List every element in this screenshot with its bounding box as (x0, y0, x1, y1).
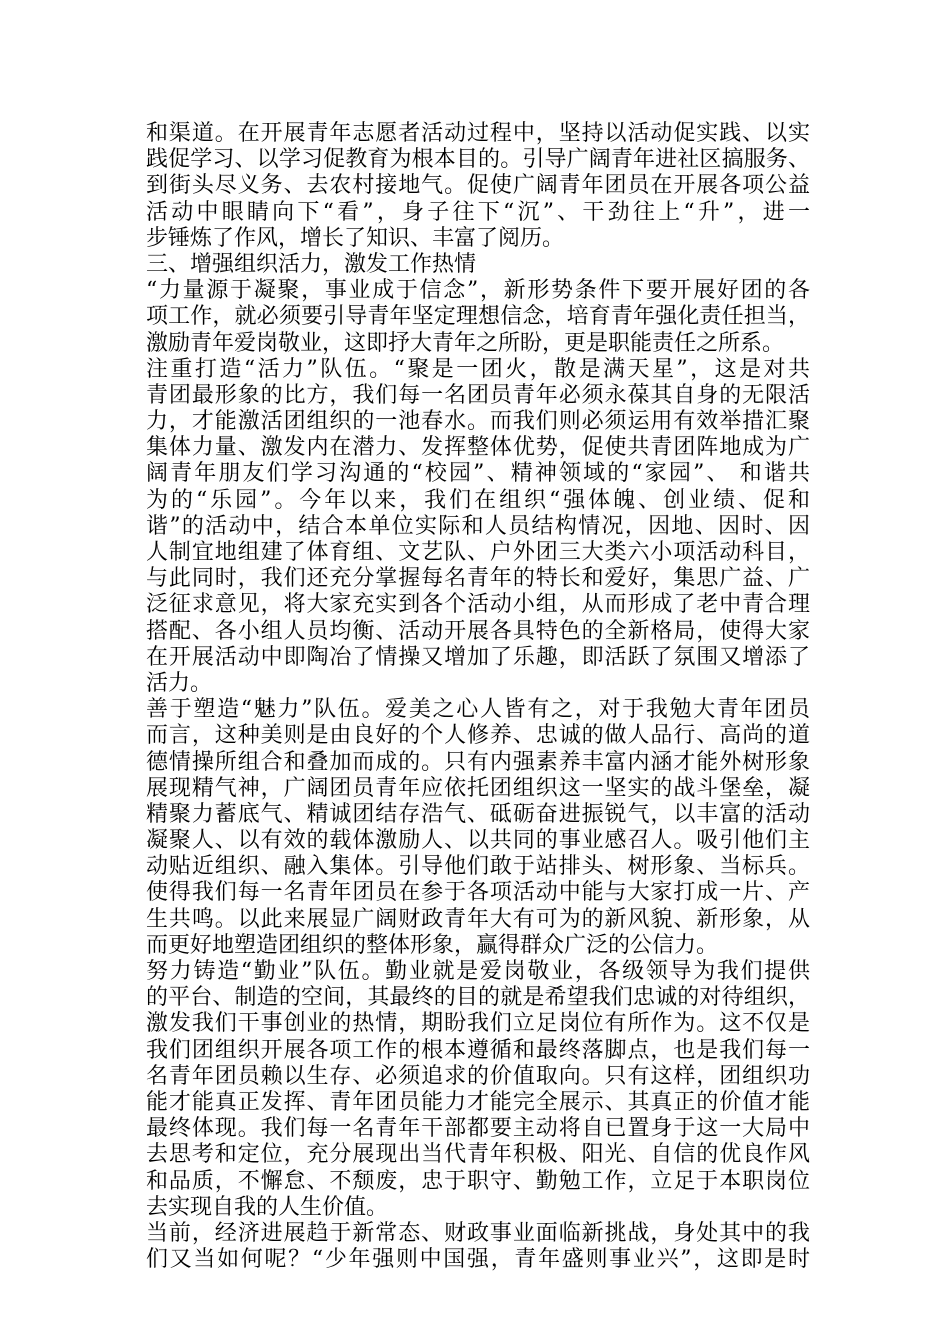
text-line: 活力。 (146, 670, 213, 696)
text-line: 最终体现。我们每一名青年干部都要主动将自已置身于这一大局中 (146, 1116, 810, 1142)
text-line: 们又当如何呢？“少年强则中国强，青年盛则事业兴”，这即是时 (146, 1247, 810, 1273)
text-line: 谐”的活动中，结合本单位实际和人员结构情况，因地、因时、因 (146, 513, 810, 539)
text-line: 在开展活动中即陶冶了情操又增加了乐趣，即活跃了氛围又增添了 (146, 644, 810, 670)
text-line: 激发我们干事创业的热情，期盼我们立足岗位有所作为。这不仅是 (146, 1011, 810, 1037)
text-line: 泛征求意见，将大家充实到各个活动小组，从而形成了老中青合理 (146, 592, 810, 618)
text-line: 的平台、制造的空间，其最终的目的就是希望我们忠诚的对待组织， (146, 985, 810, 1011)
text-line: 去思考和定位，充分展现出当代青年积极、阳光、自信的优良作风 (146, 1142, 810, 1168)
text-line: 和品质，不懈怠、不颓废，忠于职守、勤勉工作，立足于本职岗位 (146, 1168, 810, 1194)
text-line: 与此同时，我们还充分掌握每名青年的特长和爱好，集思广益、广 (146, 566, 810, 592)
text-line: 青团最形象的比方，我们每一名团员青年必须永葆其自身的无限活 (146, 382, 810, 408)
text-line: 动贴近组织、融入集体。引导他们敢于站排头、树形象、当标兵。 (146, 854, 810, 880)
text-line: 三、增强组织活力，激发工作热情 (146, 251, 477, 277)
text-line: 项工作，就必须要引导青年坚定理想信念，培育青年强化责任担当， (146, 304, 810, 330)
text-line: 精聚力蓄底气、精诚团结存浩气、砥砺奋进振锐气，以丰富的活动 (146, 801, 810, 827)
text-line: 能才能真正发挥、青年团员能力才能完全展示、其真正的价值才能 (146, 1089, 810, 1115)
text-line: 努力铸造“勤业”队伍。勤业就是爱岗敬业，各级领导为我们提供 (146, 959, 810, 984)
text-line: 生共鸣。以此来展显广阔财政青年大有可为的新风貌、新形象，从 (146, 906, 810, 932)
text-line: 阔青年朋友们学习沟通的“校园”、精神领域的“家园”、 和谐共 (146, 461, 810, 487)
text-line: 而言，这种美则是由良好的个人修养、忠诚的做人品行、高尚的道 (146, 723, 810, 749)
text-line: 人制宜地组建了体育组、文艺队、户外团三大类六小项活动科目， (146, 540, 810, 565)
text-line: 激励青年爱岗敬业，这即抒大青年之所盼，更是职能责任之所系。 (146, 330, 785, 356)
text-line: 到街头尽义务、去农村接地气。促使广阔青年团员在开展各项公益 (146, 173, 810, 199)
text-line: 名青年团员赖以生存、必须追求的价值取向。只有这样，团组织功 (146, 1063, 810, 1089)
text-line: 为的“乐园”。今年以来，我们在组织“强体魄、创业绩、促和 (146, 487, 810, 513)
text-line: 和渠道。在开展青年志愿者活动过程中，坚持以活动促实践、以实 (146, 121, 810, 146)
text-line: 集体力量、激发内在潜力、发挥整体优势，促使共青团阵地成为广 (146, 435, 810, 461)
text-line: 当前，经济进展趋于新常态、财政事业面临新挑战，身处其中的我 (146, 1220, 810, 1246)
text-line: 我们团组织开展各项工作的根本遵循和最终落脚点，也是我们每一 (146, 1037, 810, 1063)
text-line: 力，才能激活团组织的一池春水。而我们则必须运用有效举措汇聚 (146, 409, 810, 435)
text-line: 而更好地塑造团组织的整体形象，赢得群众广泛的公信力。 (146, 932, 719, 958)
text-line: 去实现自我的人生价值。 (146, 1194, 389, 1220)
document-page (146, 121, 810, 1273)
text-line: 德情操所组合和叠加而成的。只有内强素养丰富内涵才能外树形象 (146, 749, 810, 775)
text-line: 善于塑造“魅力”队伍。爱美之心人皆有之，对于我勉大青年团员 (146, 697, 810, 723)
text-line: “力量源于凝聚，事业成于信念”，新形势条件下要开展好团的各 (146, 278, 810, 304)
text-line: 注重打造“活力”队伍。“聚是一团火，散是满天星”，这是对共 (146, 356, 810, 382)
text-line: 使得我们每一名青年团员在参于各项活动中能与大家打成一片、产 (146, 880, 810, 906)
text-line: 步锤炼了作风，增长了知识、丰富了阅历。 (146, 225, 565, 251)
text-line: 践促学习、以学习促教育为根本目的。引导广阔青年进社区搞服务、 (146, 147, 810, 173)
text-line: 凝聚人、以有效的载体激励人、以共同的事业感召人。吸引他们主 (146, 828, 810, 854)
text-line: 展现精气神，广阔团员青年应依托团组织这一坚实的战斗堡垒，凝 (146, 775, 810, 801)
text-line: 活动中眼睛向下“看”，身子往下“沉”、干劲往上“升”，进一 (146, 199, 810, 225)
text-line: 搭配、各小组人员均衡、活动开展各具特色的全新格局，使得大家 (146, 618, 810, 644)
